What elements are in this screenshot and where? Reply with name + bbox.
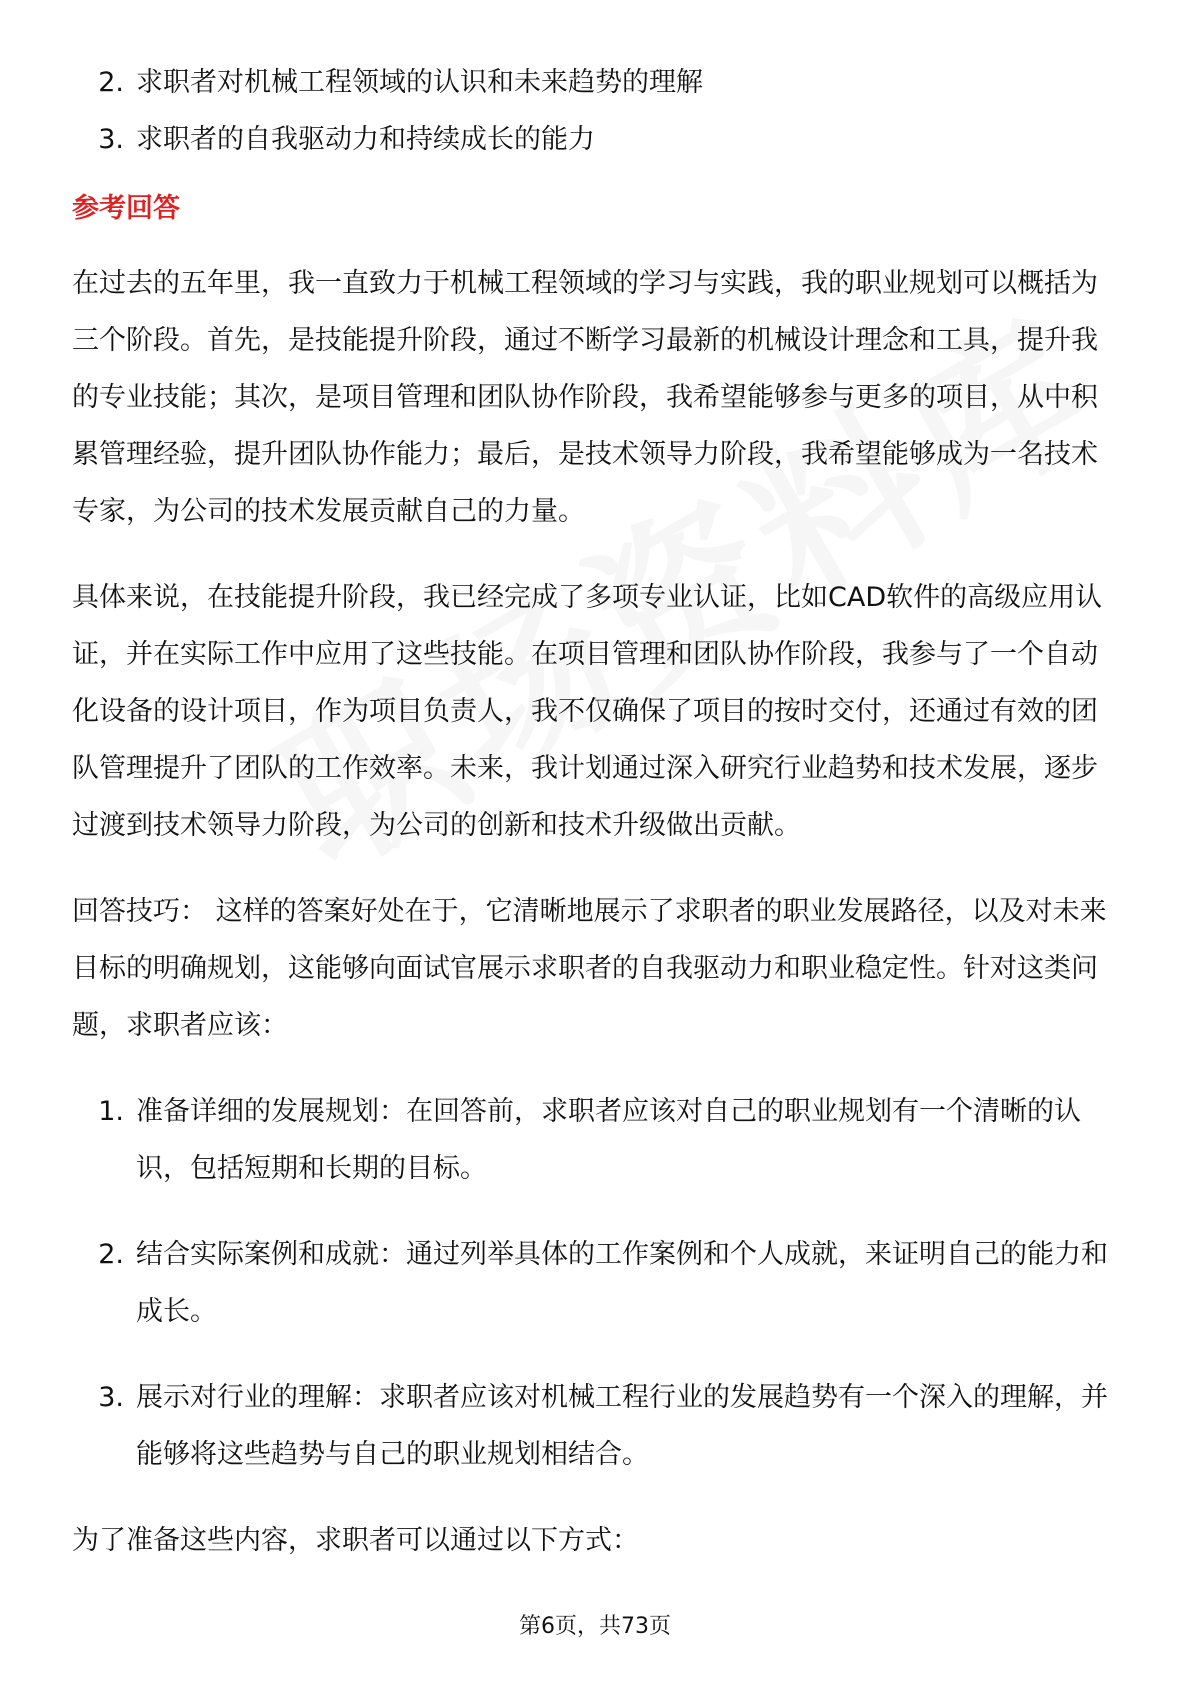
list-number: 3. [98,1382,124,1413]
list-text: 展示对行业的理解：求职者应该对机械工程行业的发展趋势有一个深入的理解，并能够将这些趋势与自己的职业规划相结合。 [136,1382,1108,1470]
tips-list [72,1083,1122,1483]
list-number: 2. [98,1239,124,1270]
closing-paragraph: 为了准备这些内容，求职者可以通过以下方式： [72,1525,639,1556]
section-heading: 参考回答 [72,193,180,224]
list-item [72,1369,1122,1483]
list-text: 准备详细的发展规划：在回答前，求职者应该对自己的职业规划有一个清晰的认识，包括短期和长期的目标。 [136,1096,1081,1184]
list-item [72,111,1122,168]
list-text: 结合实际案例和成就：通过列举具体的工作案例和个人成就，来证明自己的能力和成长。 [136,1239,1108,1327]
criteria-list [72,54,1122,168]
list-text: 求职者的自我驱动力和持续成长的能力 [136,124,595,155]
page-footer: 第6页，共73页 [519,1614,671,1639]
answer-paragraph-1: 在过去的五年里，我一直致力于机械工程领域的学习与实践，我的职业规划可以概括为三个阶段。首先，是技能提升阶段，通过不断学习最新的机械设计理念和工具，提升我的专业技能；其次，是项目管理和团队协作阶段，我希望能够参与更多的项目，从中积累管理经验，提升团队协作能力；最后，是技术领导力阶段，我希望能够成为一名技术专家，为公司的技术发展贡献自己的力量。 [72,268,1098,527]
list-number: 3. [98,124,124,155]
page-content [72,54,1122,1598]
answer-paragraph-2: 具体来说，在技能提升阶段，我已经完成了多项专业认证，比如CAD软件的高级应用认证，并在实际工作中应用了这些技能。在项目管理和团队协作阶段，我参与了一个自动化设备的设计项目，作为项目负责人，我不仅确保了项目的按时交付，还通过有效的团队管理提升了团队的工作效率。未来，我计划通过深入研究行业趋势和技术发展，逐步过渡到技术领导力阶段，为公司的创新和技术升级做出贡献。 [72,582,1103,841]
list-item [72,1226,1122,1340]
list-text: 求职者对机械工程领域的认识和未来趋势的理解 [136,67,703,98]
list-item [72,54,1122,111]
list-number: 1. [98,1096,124,1127]
tips-paragraph: 回答技巧： 这样的答案好处在于，它清晰地展示了求职者的职业发展路径，以及对未来目标的明确规划，这能够向面试官展示求职者的自我驱动力和职业稳定性。针对这类问题，求职者应该： [72,896,1107,1041]
list-item [72,1083,1122,1197]
list-number: 2. [98,67,124,98]
